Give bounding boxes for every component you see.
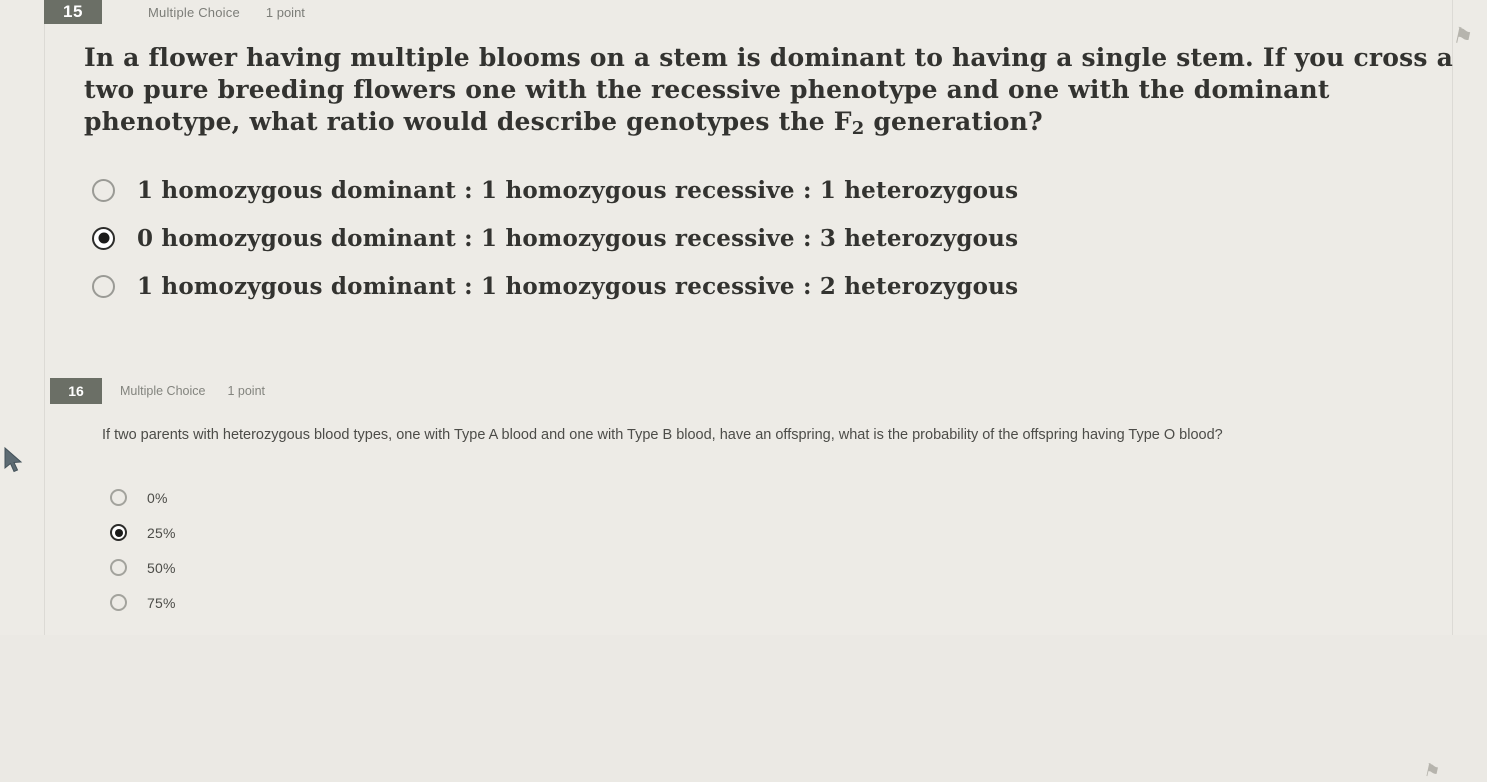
question-16-choices [102,480,702,620]
choice-label: 1 homozygous dominant : 1 homozygous recessive : 1 heterozygous [137,176,1019,204]
question-16-points: 1 point [227,384,265,398]
radio-button-selected-icon[interactable] [92,227,115,250]
radio-button-icon[interactable] [110,594,127,611]
question-15-choice-2[interactable] [84,214,1384,262]
question-15-points: 1 point [265,4,305,20]
question-15-stem-part1: In a flower having multiple blooms on a stem is dominant to having a single stem. If you cross a two pure breeding flowers one with the recessive phenotype and one with the dominant phenotype, what ratio would describe genotypes the F [84,43,1453,136]
question-15-number: 15 [44,0,102,24]
question-15-stem-part2: generation? [864,107,1043,136]
question-16-type: Multiple Choice [120,384,206,398]
radio-button-icon[interactable] [110,489,127,506]
question-16-number: 16 [50,378,102,404]
choice-label: 0 homozygous dominant : 1 homozygous recessive : 3 heterozygous [137,224,1019,252]
choice-label: 75% [147,594,176,611]
choice-label: 25% [147,524,176,541]
card-edge-left [44,0,45,635]
choice-label: 1 homozygous dominant : 1 homozygous recessive : 2 heterozygous [137,272,1019,300]
question-15-type: Multiple Choice [148,4,240,20]
question-16-header [50,378,265,404]
radio-button-selected-icon[interactable] [110,524,127,541]
mouse-cursor-icon [2,446,28,476]
flag-icon[interactable]: ⚑ [1422,759,1443,782]
question-16-choice-1[interactable] [102,480,702,515]
question-16-choice-4[interactable] [102,585,702,620]
question-15-stem-subscript: 2 [851,117,865,139]
radio-button-icon[interactable] [110,559,127,576]
question-15-choices [84,166,1384,310]
question-16-stem: If two parents with heterozygous blood types, one with Type A blood and one with Type B blood, have an offspring, what is the probability of the offspring having Type O blood? [102,427,1223,443]
question-16-choice-3[interactable] [102,550,702,585]
flag-icon[interactable]: ⚑ [1450,22,1476,51]
question-15-choice-1[interactable] [84,166,1384,214]
radio-button-icon[interactable] [92,179,115,202]
choice-label: 0% [147,489,168,506]
question-15-stem [84,42,1464,140]
choice-label: 50% [147,559,176,576]
radio-button-icon[interactable] [92,275,115,298]
question-16-choice-2[interactable] [102,515,702,550]
question-15-header [44,0,305,24]
question-15-choice-3[interactable] [84,262,1384,310]
